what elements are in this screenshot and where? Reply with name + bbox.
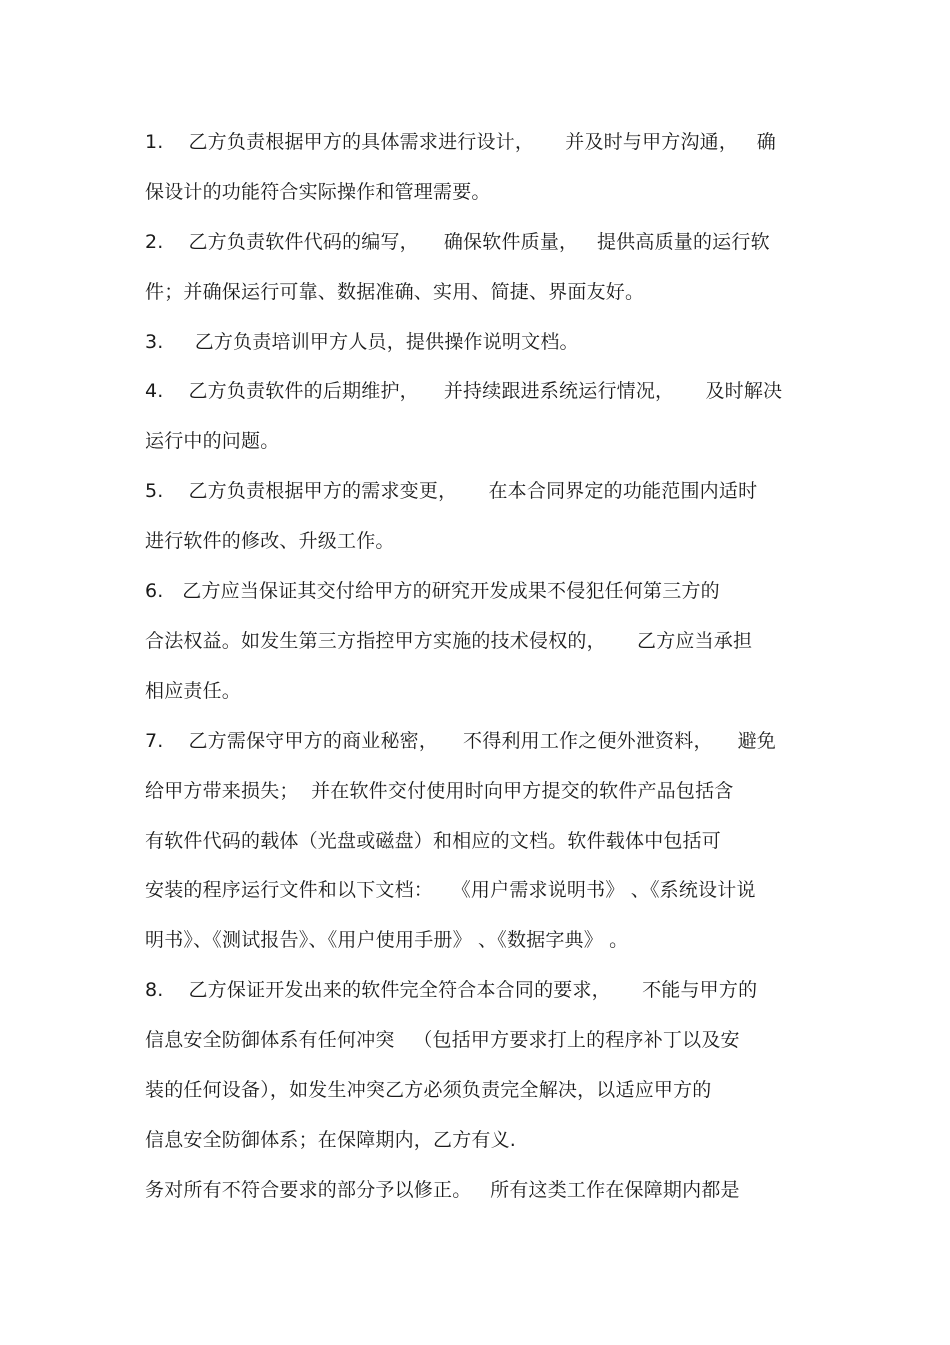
text-line: 7. 乙方需保守甲方的商业秘密， 不得利用工作之便外泄资料， 避免 [145, 730, 777, 752]
text-line: 进行软件的修改、升级工作。 [145, 530, 395, 552]
text-line: 信息安全防御体系；在保障期内，乙方有义. [145, 1129, 517, 1151]
text-line: 5. 乙方负责根据甲方的需求变更， 在本合同界定的功能范围内适时 [145, 480, 758, 502]
text-line: 给甲方带来损失； 并在软件交付使用时向甲方提交的软件产品包括含 [145, 780, 734, 802]
text-line: 装的任何设备），如发生冲突乙方必须负责完全解决，以适应甲方的 [145, 1079, 712, 1101]
text-line: 安装的程序运行文件和以下文档： 《用户需求说明书》 、《系统设计说 [145, 879, 756, 901]
text-line: 2. 乙方负责软件代码的编写， 确保软件质量， 提供高质量的运行软 [145, 231, 770, 253]
text-line: 信息安全防御体系有任何冲突 （包括甲方要求打上的程序补丁以及安 [145, 1029, 740, 1051]
text-line: 1. 乙方负责根据甲方的具体需求进行设计， 并及时与甲方沟通， 确 [145, 131, 777, 153]
text-line: 保设计的功能符合实际操作和管理需要。 [145, 181, 491, 203]
text-line: 4. 乙方负责软件的后期维护， 并持续跟进系统运行情况， 及时解决 [145, 380, 783, 402]
text-line: 明书》、《测试报告》、《用户使用手册》 、《数据字典》 。 [145, 929, 629, 951]
text-line: 运行中的问题。 [145, 430, 280, 452]
text-line: 8. 乙方保证开发出来的软件完全符合本合同的要求， 不能与甲方的 [145, 979, 758, 1001]
text-line: 3. 乙方负责培训甲方人员，提供操作说明文档。 [145, 331, 579, 353]
text-line: 合法权益。如发生第三方指控甲方实施的技术侵权的， 乙方应当承担 [145, 630, 753, 652]
text-line: 件；并确保运行可靠、数据准确、实用、简捷、界面友好。 [145, 281, 645, 303]
text-line: 有软件代码的载体（光盘或磁盘）和相应的文档。软件载体中包括可 [145, 830, 722, 852]
text-line: 务对所有不符合要求的部分予以修正。 所有这类工作在保障期内都是 [145, 1179, 740, 1201]
text-line: 相应责任。 [145, 680, 242, 702]
text-line: 6. 乙方应当保证其交付给甲方的研究开发成果不侵犯任何第三方的 [145, 580, 720, 602]
